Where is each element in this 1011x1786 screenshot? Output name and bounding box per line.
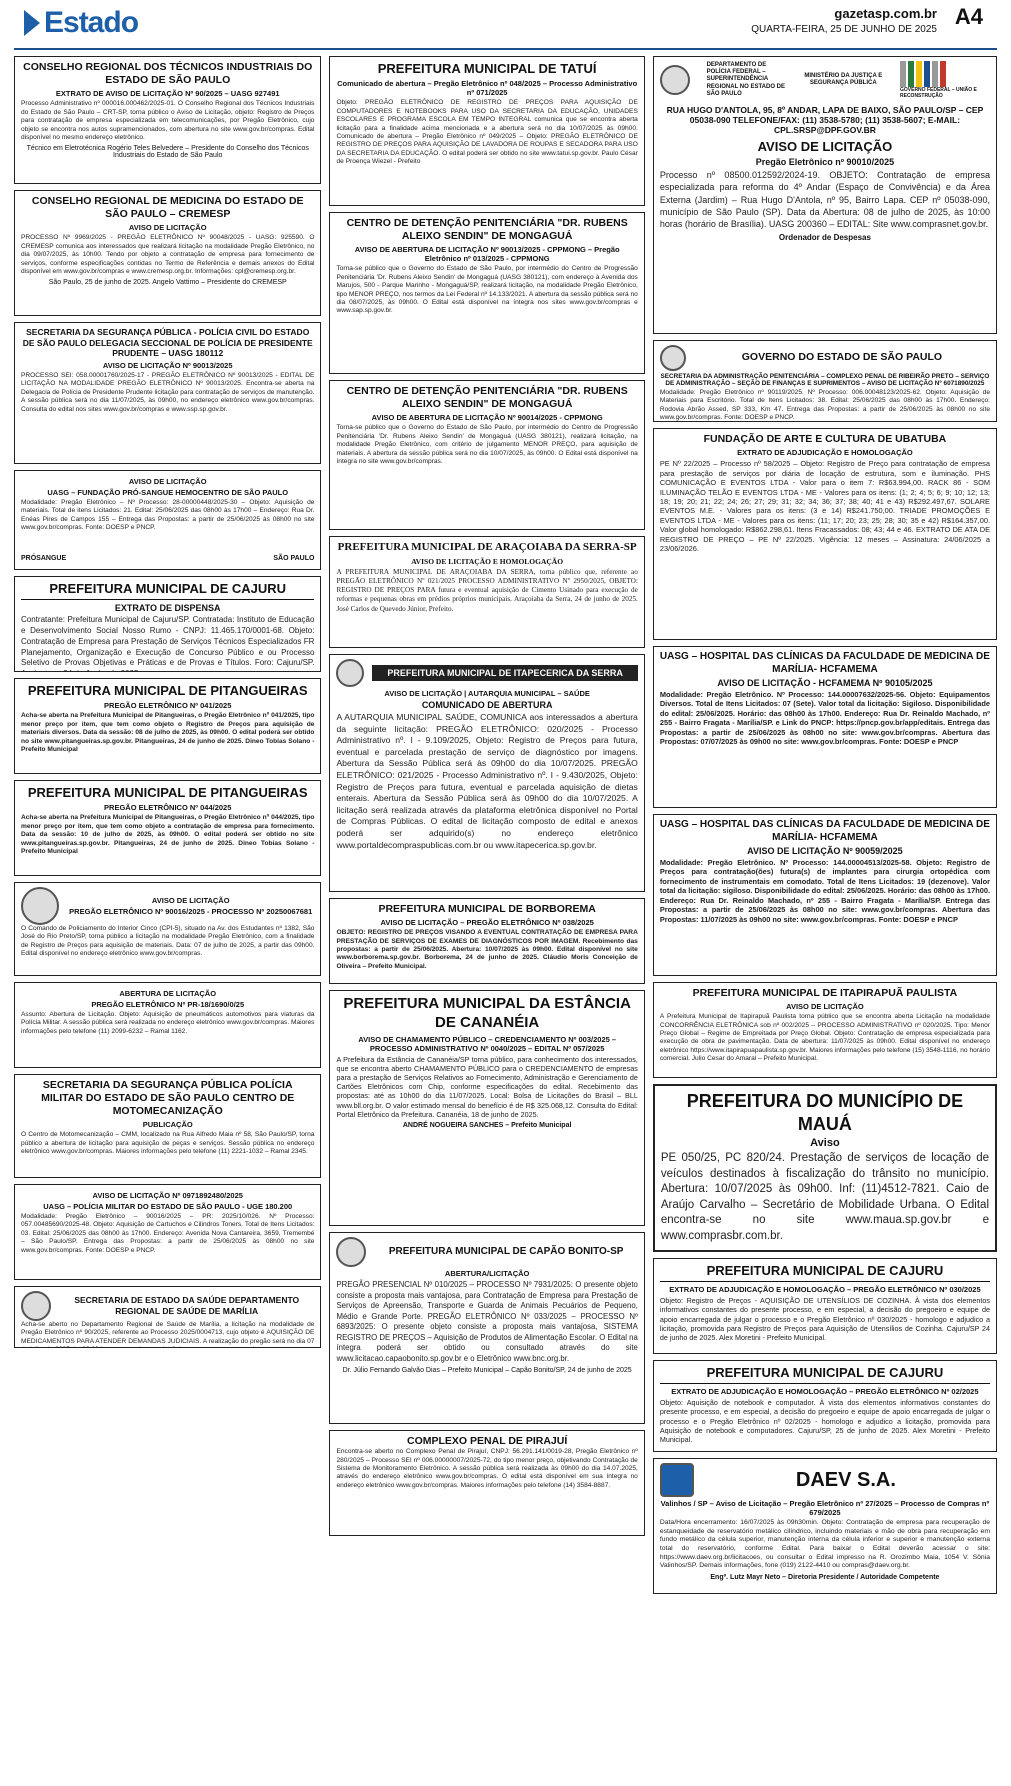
notice-title: AVISO DE LICITAÇÃO (757, 139, 893, 154)
notice-text: PE Nº 22/2025 – Processo nº 58/2025 – Objeto: Registro de Preço para contratação de empresa para prestação de serviços por diária de locação de estrutura, som e iluminação. PHS COMUNICAÇÃO E EVENTOS LTDA - Valor para o item 7: R$63.994,00. RACK 86 - SOM ILUMINAÇÃO TELÃO E EVENTOS LTDA - ME - Valores para os itens: (1; 2; 4; 5; 6; 9; 10; 12; 13; 18; 19; 20; 21; 22; 24; 26; 27; 29; 31; 32; 34; 36; 37; 38; 40; 41 e 43) R$292.497,67. SOLARE EVENTOS M.E. - Valores para os itens: (3 e 14) R$241.750,00. TRIADE PROMOÇÕES E EVENTOS LTDA - ME - Valores para os itens: (11; 17; 20; 23; 25; 28; 30; 35 e 42) R$164.357,00. Valor global homologado: R$862.298,61. Itens Fracassados: 08; 43; 44 e 46. EXTRATO DE ATA DE REGISTRO DE PREÇO – PE Nº 22/2025. Vigência: 12 meses – Assinatura: 24/06/2025 a 23/06/2026. (659, 459, 990, 554)
notice-pm-uge (14, 1184, 321, 1280)
page-header (14, 0, 997, 50)
notice-title: AVISO DE LICITAÇÃO (128, 477, 207, 486)
notice-title: PREFEITURA MUNICIPAL DE CAJURU (660, 1263, 990, 1282)
notice-title: FUNDAÇÃO DE ARTE E CULTURA DE UBATUBA (703, 433, 947, 445)
notice-subtitle: AVISO DE LICITAÇÃO (786, 1002, 864, 1012)
notice-cananeia (329, 990, 644, 1226)
notice-text: Torna-se público que o Governo do Estado de São Paulo, por intermédio do Centro de Progressão Penitenciária 'Dr. Rubens Aleixo Sendin' de Mongaguá (UASG 380121), realizará licitação, na modalidade Pregão Eletrônico, com critério de julgamento MENOR PREÇO, para aquisição de materiais. A abertura da sessão pública será no dia 10/07/2025, às 09h00. O Edital está disponível na íntegra no site www.gov.br/compras. (336, 424, 638, 465)
notice-address: RUA HUGO D'ANTOLA, 95, 8º ANDAR, LAPA DE BAIXO, SÃO PAULO/SP – CEP 05038-090 TELEFONE/FAX: (11) 3538-5780; (11) 3538-5607; E-MAIL: CPL.SRSP@DPF.GOV.BR (666, 105, 984, 135)
notice-subtitle: EXTRATO DE AVISO DE LICITAÇÃO Nº 90/2025 – UASG 927491 (55, 89, 280, 99)
notice-title: PREFEITURA MUNICIPAL DE ARAÇOIABA DA SERRA-SP (337, 541, 637, 553)
notice-subtitle: PREGÃO ELETRÔNICO Nº PR-18/1690/0/25 (91, 1000, 245, 1009)
notice-text: A Prefeitura da Estância de Cananéia/SP torna público, para conhecimento dos interessados, que se encontra aberto CHAMAMENTO PÚBLICO para o CREDENCIAMENTO de empresas para a prestação de Serviços Relativos ao Fornecimento, Administração e Gerenciamento de Cartões Eletrônicos com Chip, conforme especificações do edital. Recebimento das propostas: até as 10h00 do dia 11/07/2025. Local: Bolsa de Licitações do Brasil – BLL www.bll.org.br. O valor estimado mensal do benefício é de R$ 325.068,12. Consulta do Edital: Portal Eletrônico da Prefeitura. Cananéia, 18 de junho de 2025. (336, 1054, 638, 1119)
notice-text: PROCESSO SEI: 058.00001760/2025-17 - PREGÃO ELETRÔNICO Nº 90013/2025 - EDITAL DE LICITAÇÃO NA MODALIDADE PREGÃO ELETRÔNICO Nº 90013/2025. Encontra-se aberta na Delegacia de Polícia de Presidente Prudente licitação para contratação de serviços de manutenção. A sessão pública será no dia 11/07/2025, às 09h00, no endereço eletrônico www.gov.br/compras. Consulta do edital nos sites www.gov.br/compras e www.ssp.sp.gov.br. (21, 371, 315, 413)
notice-subtitle: AVISO DE ABERTURA DE LICITAÇÃO Nº 90013/2025 - CPPMONG – Pregão Eletrônico nº 013/2025 - CPPMONG (354, 245, 620, 264)
notice-text: Acha-se aberta na Prefeitura Municipal de Pitangueiras, o Pregão Eletrônico nº 044/2025, tipo menor preço por item, que tem como objeto a contratação de empresa para fornecimento. Data da sessão: 10 de julho de 2025, às 09h00. O edital poderá ser obtido no site www.pitangueiras.sp.gov.br. Pitangueiras, 24 de junho de 2025. Dineo Tobias Solano - Prefeito Municipal (21, 814, 315, 855)
notice-subtitle: AVISO DE LICITAÇÃO Nº 90059/2025 (747, 846, 903, 856)
notice-title: PREFEITURA MUNICIPAL DE ITAPECERICA DA SERRA (372, 665, 637, 681)
notice-text: Objeto: Aquisição de notebook e computador. À vista dos elementos informativos constantes do presente processo, e em especial, a decisão do pregoeiro e equipe de apoio encarregada de julgar o processo e o Pregão Eletrônico nº 02/2025 - homologo e adjudico a licitação, promovida para Aquisição de notebook e computadores. Cajuru/SP, 25 de junho de 2025. Alex Moretini - Prefeito Municipal. (659, 1398, 990, 1445)
brand-logo[interactable] (24, 6, 138, 40)
notice-title: PREFEITURA MUNICIPAL DE TATUÍ (377, 61, 597, 76)
notice-title: PREFEITURA MUNICIPAL DE CAPÃO BONITO-SP (388, 1245, 624, 1257)
notice-text: Modalidade: Pregão Eletrônico. Nº Processo: 144.00007632/2025-56. Objeto: Equipamentos Diversos. Total de Itens Licitados: 07 (Sete). Valor total da licitação: Sigiloso. Disponibilidade do edital: 25/06/2025. Horário: das 08h00 às 17h00. Endereço: Rua Dr. Reinaldo Machado, nº 255 - Bairro Fragata - Marília/SP. e Link do PNCP: https://pncp.gov.br/app/editais. Entrega das Propostas: a partir de 25/06/2025 às 08h00 no site: www.gov.br/compras. Abertura das Propostas: 07/07/2025 às 09h00 no site: www.gov.br/compras. Fonte: DOESP e PNCP (659, 690, 990, 747)
notice-policia-civil (14, 322, 321, 464)
notice-title: DAEV S.A. (795, 1468, 896, 1491)
notice-text: Modalidade: Pregão Eletrônico nº 90119/2025. Nº Processo: 006.00048123/2025-62. Objeto: Aquisição de Materiais para Escritório. Total de Itens Licitados: 38. Edital: 25/06/2025 das 08h00 às 17h00. Endereço: Rodovia Abrão Assed, SP 333, Km 47. Entrega das Propostas: a partir de 25/06/2025 às 08h00 no site www.gov.br/compras. Fonte: DOESP e PNCP. (659, 389, 990, 422)
notice-heading: COMUNICADO DE ABERTURA (421, 700, 553, 710)
notice-subtitle: PREGÃO ELETRÔNICO Nº 041/2025 (104, 701, 232, 711)
daev-logo-icon (660, 1463, 694, 1497)
notice-subtitle: AVISO DE LICITAÇÃO – PREGÃO ELETRÔNICO Nº 038/2025 (380, 918, 594, 928)
notice-tatui (329, 56, 644, 206)
federal-government-logo-icon (900, 61, 990, 87)
page-number: A4 (954, 4, 983, 29)
notice-aracoiaba (329, 536, 644, 648)
notice-cajuru-02 (653, 1360, 997, 1452)
notice-sap-ribeirao (653, 340, 997, 422)
notice-cmm (14, 1074, 321, 1178)
sp-state-seal-icon (660, 345, 686, 371)
notice-text: Modalidade: Pregão Eletrônico. Nº Processo: 144.00004513/2025-58. Objeto: Registro de Preços para contratação(ões) futura(s) de implantes para cirurgia ortopédica com fornecimento de instrumentais em comodato. Total de Itens Licitados: 19 (dezenove). Valor total da licitação: sigiloso. Disponibilidade do edital: 25/06/2025. Horário: das 08h00 às 17h00. Endereço: Rua Dr. Reinaldo Machado, nº 255 - Bairro Fragata - Marília/SP. Entrega das Propostas: a partir de 25/06/2025 às 08h00 no site: www.gov.br/compras. Abertura das Propostas: 11/07/2025 às 09h00 no site: www.gov.br/compras. Fonte: DOESP e PNCP (659, 858, 990, 924)
notice-subtitle: PUBLICAÇÃO (142, 1120, 193, 1130)
notice-text: PE 050/25, PC 820/24. Prestação de serviços de locação de veículos destinados à fiscalização do trânsito no município. Abertura: 10/07/2025 às 09h00. Inf: (11)4512-7821. Caio de Araújo Carvalho – Secretário de Mobilidade Urbana. O Edital encontra-se no site www.maua.sp.gov.br e www.comprasbr.com.br. (660, 1152, 989, 1242)
notice-subtitle: AVISO DE LICITAÇÃO Nº 90013/2025 (102, 360, 233, 370)
notice-title: COMPLEXO PENAL DE PIRAJUÍ (407, 1435, 568, 1447)
notice-subtitle: Comunicado de abertura – Pregão Eletrônico nº 048/2025 – Processo Administrativo nº 071/2025 (337, 79, 638, 98)
logo-bar (21, 555, 314, 562)
notice-prosangue (14, 470, 321, 570)
notice-subtitle: SECRETARIA DA ADMINISTRAÇÃO PENITENCIÁRIA – COMPLEXO PENAL DE RIBEIRÃO PRETO – SERVIÇO DE ADMINISTRAÇÃO – SEÇÃO DE FINANÇAS E SUPRIMENTOS – AVISO DE LICITAÇÃO Nº 6071890/2025 (660, 373, 990, 387)
notice-maua (653, 1084, 997, 1252)
notice-subtitle: UASG – FUNDAÇÃO PRÓ-SANGUE HEMOCENTRO DE SÃO PAULO (47, 488, 289, 497)
notice-text: Processo nº 08500.012592/2024-19. OBJETO: Contratação de empresa especializada para reforma do 4º Andar (Espaço de Convivência) e da Área Externa (Jardim) – Rua Hugo D'Antola, nº 95, Bairro Lapa. CEP nº 05038-090, município de São Paulo (SP). Data da Abertura: 08 de julho de 2025, às 10:00 horas (horário de Brasília). UASG 200360 – EDITAL: Site www.comprasnet.gov.br. (659, 170, 990, 229)
notice-title: CENTRO DE DETENÇÃO PENITENCIÁRIA "DR. RUBENS ALEIXO SENDIN" DE MONGAGUÁ (346, 217, 628, 243)
notice-drs-marilia (14, 1286, 321, 1348)
notice-signature: São Paulo, 25 de junho de 2025. Angelo Vattimo – Presidente do CREMESP (48, 279, 287, 287)
notice-title: AVISO DE LICITAÇÃO (151, 896, 230, 905)
notice-subtitle: UASG – POLÍCIA MILITAR DO ESTADO DE SÃO PAULO - UGE 180.200 (43, 1202, 293, 1211)
notice-title: CENTRO DE DETENÇÃO PENITENCIÁRIA "DR. RUBENS ALEIXO SENDIN" DE MONGAGUÁ (346, 385, 628, 411)
notice-title: PREFEITURA MUNICIPAL DE CAJURU (660, 1365, 990, 1384)
notice-text: PROCESSO Nº 9969/2025 - PREGÃO ELETRÔNICO Nº 90048/2025 - UASG: 925590. O CREMESP comunica aos interessados que realizará licitação na modalidade Pregão Eletrônico, no dia 09/07/2025, às 10h00. Tendo por objeto a contratação de empresa para fornecimento de serviços, conforme especificações contidas no Termo de Referência e demais anexos do Edital disponível em www.gov.br/compras e www.cremesp.org.br. Informações: cpl@cremesp.org.br. (21, 234, 315, 275)
notice-text: Encontra-se aberto no Complexo Penal de Pirajuí, CNPJ: 56.291.141/0019-28, Pregão Eletrônico nº 280/2025 – Processo SEI nº 006.00000007/2025-72, do tipo menor preço, objetivando Contratação de Sistema de Monitoramento Eletrônico. A sessão pública será realizada às 09h00 do dia 14.07.2025, através do endereço eletrônico www.gov.br/compras. O edital está disponível em sua íntegra no endereço eletrônico www.gov.br/compras. Maiores informações pelo telefone (14) 3584-8887. (336, 1448, 638, 1489)
notice-borborema (329, 898, 644, 984)
notice-title: PREFEITURA MUNICIPAL DE PITANGUEIRAS (27, 683, 308, 698)
notice-title: UASG – HOSPITAL DAS CLÍNICAS DA FACULDADE DE MEDICINA DE MARÍLIA- HCFAMEMA (659, 651, 990, 675)
notice-title: ABERTURA DE LICITAÇÃO (119, 989, 217, 998)
notice-subtitle: AVISO DE ABERTURA DE LICITAÇÃO Nº 90014/2025 - CPPMONG (371, 413, 603, 423)
notice-text: Acha-se aberto no Departamento Regional de Saúde de Marília, a licitação na modalidade de Pregão Eletrônico nº 90/2025, referente ao Processo 2025/0004713, cujo objeto é AQUISIÇÃO DE MEDICAMENTOS PARA ATENDER DEMANDAS JUDICIAIS. A realização do pregão será no dia 07 (21, 1321, 315, 1345)
itapecerica-seal-icon (336, 659, 364, 687)
notice-itapecerica (329, 654, 644, 892)
notice-text: Torna-se público que o Governo do Estado de São Paulo, por intermédio do Centro de Progressão Penitenciária 'Dr. Rubens Aleixo Sendin' de Mongaguá (UASG 380121), com endereço à Avenida dos Marujos, 500 - Parque Marinho - Mongaguá/SP, realizará licitação, na modalidade Pregão Eletrônico, tipo MENOR PREÇO, nos termos da Lei Federal nº 14.133/2021. A abertura da sessão pública será no dia 08/07/2025, às 09h00. O Edital está disponível na íntegra nos sites www.gov.br/compras e www.sap.sp.gov.br. (336, 265, 638, 315)
notice-hcfamema-1 (653, 646, 997, 808)
notice-abertura-pneus (14, 982, 321, 1068)
notice-title: PREFEITURA MUNICIPAL DE CAJURU (21, 581, 314, 600)
notice-text: Data/Hora encerramento: 16/07/2025 às 09h30min. Objeto: Contratação de empresa para recuperação de estanqueidade de reservatório metálico cilíndrico, incluindo materiais e mão de obra para recuperação em fundo metálico da célula superior, manutenção interna da célula inferior e superior e manutenção externa total do reservatório, conforme Edital. Para baixar o Edital deverão acessar o site: https://www.daev.org.br/licitacoes, ou consultar o Edital impresso na R. Orozimbo Maia, 1054 V. Sônia Valinhos/SP. Demais informações, fone (019) 2122-4410 ou compras@daev.org.br. (659, 1519, 990, 1570)
notice-text: PREGÃO PRESENCIAL Nº 010/2025 – PROCESSO Nº 7931/2025: O presente objeto consiste a proposta mais vantajosa, para Contratação de Empresa para Prestação de Serviços de Apreensão, Transporte e Guarda de Animais Pecuários de Pequeno, Médio e Grande Porte. PREGÃO ELETRÔNICO Nº 033/2025 – PROCESSO Nº 6893/2025: O presente objeto consiste a proposta mais vantajosa, SISTEMA REGISTRO DE PREÇOS – Aquisição de Produtos de Alimentação Escolar. O Edital na íntegra poderá ser obtido ou consultado através do site www.licitacao.capaobonito.sp.gov.br e o Eletrônico www.bnc.org.br. (336, 1280, 638, 1363)
notice-cpi5 (14, 882, 321, 976)
notice-text: Acha-se aberta na Prefeitura Municipal de Pitangueiras, o Pregão Eletrônico nº 041/2025, tipo menor preço por item, que tem como objeto o Registro de Preços para aquisição de materiais diversos. Data da sessão: 08 de julho de 2025, às 09h00. O edital poderá ser obtido no site www.pitangueiras.sp.gov.br. Pitangueiras, 24 de junho de 2025. Dineo Tobias Solano - Prefeito Municipal (21, 712, 315, 753)
notice-title: UASG – HOSPITAL DAS CLÍNICAS DA FACULDADE DE MEDICINA DE MARÍLIA- HCFAMEMA (659, 819, 990, 843)
notice-cremesp (14, 190, 321, 316)
notice-signature: Dr. Júlio Fernando Galvão Dias – Prefeito Municipal – Capão Bonito/SP, 24 de junho de 2025 (342, 1367, 632, 1375)
notice-hcfamema-2 (653, 814, 997, 976)
sp-government-logo: SÃO PAULO (273, 555, 315, 562)
notice-title: PREFEITURA MUNICIPAL DE BORBOREMA (378, 903, 596, 915)
notice-signature: Ordenador de Despesas (778, 232, 871, 242)
notice-subtitle: AVISO DE LICITAÇÃO E HOMOLOGAÇÃO (411, 556, 564, 566)
notice-signature: ANDRÉ NOGUEIRA SANCHES – Prefeito Municipal (402, 1122, 572, 1130)
site-url[interactable]: gazetasp.com.br (834, 6, 937, 21)
arrow-icon (24, 10, 40, 36)
notice-subtitle: AVISO DE LICITAÇÃO - HCFAMEMA Nº 90105/2025 (717, 678, 933, 688)
notice-text: Modalidade: Pregão Eletrônico – Nº Processo: 28-00000448/2025-30 – Objeto: Aquisição de materiais. Total de itens Licitados: 21. Edital: 25/06/2025 das 08h00 às 17h00 – Endereço: Rua Dr. Enéas Pires de Campos 155 – Entrega das Propostas: a partir de 25/06/2025 às 08h00 no site www.gov.br/compras. Fonte: DOESP e PNCP. (21, 499, 315, 532)
brand-name: Estado (44, 6, 139, 39)
notice-subtitle: PREGÃO ELETRÔNICO Nº 90016/2025 - PROCESSO Nº 20250067681 (69, 907, 313, 916)
notice-title: PREFEITURA MUNICIPAL DA ESTÂNCIA DE CANANÉIA (343, 995, 631, 1031)
notice-subtitle: AVISO DE CHAMAMENTO PÚBLICO – CREDENCIAMENTO Nº 003/2025 – PROCESSO ADMINISTRATIVO Nº 0040/2025 – EDITAL Nº 057/2025 (358, 1034, 617, 1053)
notice-title: PREFEITURA MUNICIPAL DE PITANGUEIRAS (27, 785, 308, 800)
notice-title: SECRETARIA DE ESTADO DA SAÚDE DEPARTAMENTO REGIONAL DE SAÚDE DE MARÍLIA (74, 1295, 300, 1316)
notice-signature: Técnico em Eletrotécnica Rogério Teles Belvedere – Presidente do Conselho dos Técnicos Industriais do Estado de São Paulo (26, 145, 309, 160)
notice-text: A PREFEITURA MUNICIPAL DE ARAÇOIABA DA SERRA, torna público que, referente ao PREGÃO ELETRÔNICO Nº 021/2025 PROCESSO ADMINISTRATIVO Nº 2950/2025, OBJETO: REGISTRO DE PREÇOS PARA futura e eventual aquisição de Cimento Usinado para execução de reformas e pequenas obras em prédios próprios municipais. Araçoiaba da Serra, 24 de junho de 2025. José Carlos de Quevedo Júnior, Prefeito. (336, 567, 638, 613)
notice-text: Objeto: PREGÃO ELETRÔNICO DE REGISTRO DE PREÇOS PARA AQUISIÇÃO DE COMPUTADORES E NOTEBOOKS PARA USO DA SECRETARIA DA EDUCAÇÃO, UNIDADES ESCOLARES E PROGRAMA ESCOLA EM TEMPO INTEGRAL comunica que se encontra aberta licitação para a finalidade acima mencionada e a abertura será no dia 10/07/2025 às 09h00. Comunicado de abertura – Pregão Eletrônico nº 049/2025 – Objeto: PREGÃO ELETRÔNICO DE REGISTRO DE PREÇOS PARA AQUISIÇÃO DE LAVADORA DE ROUPAS E SECADORA PARA USO DA SECRETARIA DA EDUCAÇÃO. O edital poderá ser obtido no site www.tatui.sp.gov.br. Paulo César de Proença Wiezel - Prefeito (336, 99, 638, 166)
police-seal-icon (21, 887, 59, 925)
column-3 (653, 56, 997, 1594)
notice-signature: Engº. Lutz Mayr Neto – Diretoria Presidente / Autoridade Competente (710, 1574, 940, 1582)
notice-subtitle: AVISO DE LICITAÇÃO (128, 223, 207, 233)
notice-subtitle: Pregão Eletrônico nº 90010/2025 (755, 157, 895, 168)
notice-title: SECRETARIA DA SEGURANÇA PÚBLICA POLÍCIA MILITAR DO ESTADO DE SÃO PAULO CENTRO DE MOTOMECANIZAÇÃO (41, 1079, 295, 1118)
notice-subtitle: EXTRATO DE ADJUDICAÇÃO E HOMOLOGAÇÃO (737, 448, 913, 458)
notice-subtitle: Aviso (810, 1137, 840, 1149)
notice-pirajui (329, 1430, 644, 1536)
notice-title: AVISO DE LICITAÇÃO Nº 0971892480/2025 (92, 1191, 243, 1200)
notice-title: PREFEITURA MUNICIPAL DE ITAPIRAPUÃ PAULISTA (692, 987, 958, 999)
notice-subtitle: ABERTURA/LICITAÇÃO (444, 1269, 530, 1278)
column-2 (329, 56, 644, 1594)
notice-title: CONSELHO REGIONAL DE MEDICINA DO ESTADO DE SÃO PAULO – CREMESP (31, 195, 304, 221)
notice-subtitle: Valinhos / SP – Aviso de Licitação – Pregão Eletrônico nº 27/2025 – Processo de Compras nº 679/2025 (660, 1499, 990, 1517)
notice-text: Modalidade: Pregão Eletrônico – 90016/2025 – PR: 2025/10/026. Nº Processo: 057.00485690/2025-48. Objeto: Aquisição de Cartuchos e Cilindros Toners. Total de Itens Licitados: 03. Edital: 25/06/2025 das 08h00 às 17h00. Endereço: Avenida Nova Cantareira, 3659, Tremembé – São Paulo/SP. Entrega das Propostas: a partir de 25/06/2025 às 08h00 no site www.gov.br/compras. Fonte: DOESP e PNCP. (21, 1213, 315, 1254)
notice-subtitle: PREGÃO ELETRÔNICO Nº 044/2025 (104, 803, 232, 813)
notice-capao-bonito (329, 1232, 644, 1424)
notice-text: A AUTARQUIA MUNICIPAL SAÚDE, COMUNICA aos interessados a abertura da seguinte licitação: PREGÃO ELETRÔNICO: 020/2025 - Processo Administrativo nº. I - 9.109/2025, Objeto: Registro de Preços para futura, eventual e parcelada prestação de serviço de diagnóstico por imagens. Abertura da Sessão Pública será às 09h00 do dia 10/07/2025. PREGÃO ELETRÔNICO: 021/2025 - Processo Administrativo nº. I - 9.430/2025, Objeto: Registro de Preços para futura, eventual e parcelada aquisição de dietas enterais. Abertura da Sessão Pública será às 09h00 do dia 10/07/2025. A licitação será realizada através da plataforma eletrônica disponível no Portal de Compras Públicas. O edital de licitação composto de edital e anexos poderá ser adquirido(s) no endereço eletrônico www.portaldecompraspublicas.com.br ou www.itapecerica.sp.gov.br. (336, 712, 638, 850)
notice-cdp-mongagua-2 (329, 380, 644, 530)
notice-ubatuba (653, 428, 997, 640)
prosangue-logo: PRÓSANGUE (21, 555, 67, 562)
notice-text: Objeto: Registro de Preços - AQUISIÇÃO DE UTENSÍLIOS DE COZINHA. À vista dos elementos informativos constantes do presente processo, e em especial, a decisão do pregoeiro e equipe de apoio encarregada de julgar o processo e o Pregão Eletrônico nº 030/2025 - homologo e adjudico a licitação, promovida para Registro de Preços para Aquisição de Utensílios de Cozinha. Cajuru/SP 24 de junho de 2025. Alex Moretini - Prefeito Municipal. (659, 1296, 990, 1343)
notice-cdp-mongagua-1 (329, 212, 644, 374)
notice-title: GOVERNO DO ESTADO DE SÃO PAULO (741, 351, 943, 364)
federal-logo-bar (660, 61, 990, 99)
capao-bonito-seal-icon (336, 1237, 366, 1267)
notice-pitangueiras-041 (14, 678, 321, 774)
ministry-label: MINISTÉRIO DA JUSTIÇA E SEGURANÇA PÚBLICA (804, 72, 883, 86)
notice-text: Processo Administrativo nº 000016.000462/2025-01. O Conselho Regional dos Técnicos Industriais do Estado de São Paulo – CRT-SP, torna público o Aviso de Licitação, objeto: Registro de Preços para contratação de empresa especializada em telecomunicações, por Pregão Eletrônico, cujo objeto se encontra nos autos supramencionados, com abertura no site www.gov.br/compras. Edital disponível no mesmo endereço eletrônico. (21, 100, 315, 141)
notice-text: O Comando de Policiamento do Interior Cinco (CPI-5), situado na Av. dos Estudantes nº 1382, São José do Rio Preto/SP, torna público a licitação na modalidade Pregão Eletrônico, com a finalidade de Registro de Preços para aquisição de materiais. Data: 07 de julho de 2025, a partir das 09h00. Edital disponível no endereço eletrônico www.gov.br/compras. (21, 925, 315, 958)
notice-title: SECRETARIA DA SEGURANÇA PÚBLICA - POLÍCIA CIVIL DO ESTADO DE SÃO PAULO DELEGACIA SECCIONAL DE POLÍCIA DE PRESIDENTE PRUDENTE – UASG 180112 (22, 327, 313, 359)
notice-subtitle: EXTRATO DE ADJUDICAÇÃO E HOMOLOGAÇÃO – PREGÃO ELETRÔNICO Nº 030/2025 (669, 1285, 981, 1295)
notice-subtitle: AVISO DE LICITAÇÃO | AUTARQUIA MUNICIPAL – SAÚDE (384, 689, 590, 698)
notice-text: O Centro de Motomecanização – CMM, localizado na Rua Alfredo Maia nº 58, São Paulo/SP, torna público a abertura de licitação para aquisição de peças e serviços. Sessão pública no endereço eletrônico www.gov.br/compras. Maiores informações pelo telefone (11) 2221-1032 – Ramal 2345. (21, 1131, 315, 1156)
column-1 (14, 56, 321, 1594)
pf-label: DEPARTAMENTO DE POLÍCIA FEDERAL – SUPERINTENDÊNCIA REGIONAL NO ESTADO DE SÃO PAULO (706, 62, 786, 97)
notice-text: Assunto: Abertura de Licitação. Objeto: Aquisição de pneumáticos automotivos para viaturas da Polícia Militar. A sessão pública será realizada no endereço eletrônico www.gov.br/compras. Maiores informações pelo telefone (11) 2099-6232 – Ramal 1162. (21, 1011, 315, 1035)
notice-text: A Prefeitura Municipal de Itapirapuã Paulista torna público que se encontra aberta Licitação na modalidade CONCORRÊNCIA ELETRÔNICA sob nº 002/2025 – PROCESSO ADMINISTRATIVO nº 020/2025. Tipo: Menor Preço Global – Regime de Empreitada por Preço Global. Objeto: Contratação de empresa especializada para execução de obra de pavimentação. Data de abertura: 11/07/2025 às 09h00. Edital disponível no endereço eletrônico https://www.itapirapuapaulista.sp.gov.br. Maiores informações pelo telefone (15) 3548-1116, no horário comercial. Julio Cesar do Amaral – Prefeito Municipal. (659, 1013, 990, 1063)
pf-badge-icon (660, 65, 690, 95)
notice-text: OBJETO: REGISTRO DE PREÇOS VISANDO A EVENTUAL CONTRATAÇÃO DE EMPRESA PARA PRESTAÇÃO DE SERVIÇOS DE EXAMES DE DIAGNÓSTICOS POR IMAGEM. Recebimento das propostas: a partir de 25/06/2025. Abertura: 10/07/2025 às 09h00. Edital disponível no site www.borborema.sp.gov.br. Borborema, 24 de junho de 2025. Cláudio Moris Conceição de Oliveira – Prefeito Municipal. (336, 929, 638, 970)
notice-cajuru-dispensa (14, 576, 321, 672)
notice-text: Contratante: Prefeitura Municipal de Cajuru/SP. Contratada: Instituto de Educação e Desenvolvimento Social Nosso Rumo - CNPJ: 11.465.170/0001-68. Objeto: Contratação de Empresa para Prestação de Serviços Técnicos Especializados FR Planejamento, Organização e Execução de Concurso Público e ou Processo Seletivo de Provas Objetivas e Práticas e de Provas e Títulos. Foro: Cajuru/SP. (21, 615, 315, 668)
state-seal-icon (21, 1291, 51, 1321)
notice-title: PREFEITURA DO MUNICÍPIO DE MAUÁ (686, 1091, 964, 1134)
notice-cajuru-030 (653, 1258, 997, 1354)
notice-daev (653, 1458, 997, 1594)
notice-title: CONSELHO REGIONAL DOS TÉCNICOS INDUSTRIAIS DO ESTADO DE SÃO PAULO (23, 61, 313, 87)
federal-government-label: GOVERNO FEDERAL – UNIÃO E RECONSTRUÇÃO (900, 87, 977, 99)
notice-subtitle: EXTRATO DE DISPENSA (114, 603, 221, 614)
notice-subtitle: EXTRATO DE ADJUDICAÇÃO E HOMOLOGAÇÃO – PREGÃO ELETRÔNICO Nº 02/2025 (671, 1387, 979, 1397)
notice-pitangueiras-044 (14, 780, 321, 876)
notice-itapirapua (653, 982, 997, 1078)
notice-crt-sp (14, 56, 321, 184)
notice-policia-federal (653, 56, 997, 334)
issue-date: QUARTA-FEIRA, 25 DE JUNHO DE 2025 (751, 24, 937, 35)
